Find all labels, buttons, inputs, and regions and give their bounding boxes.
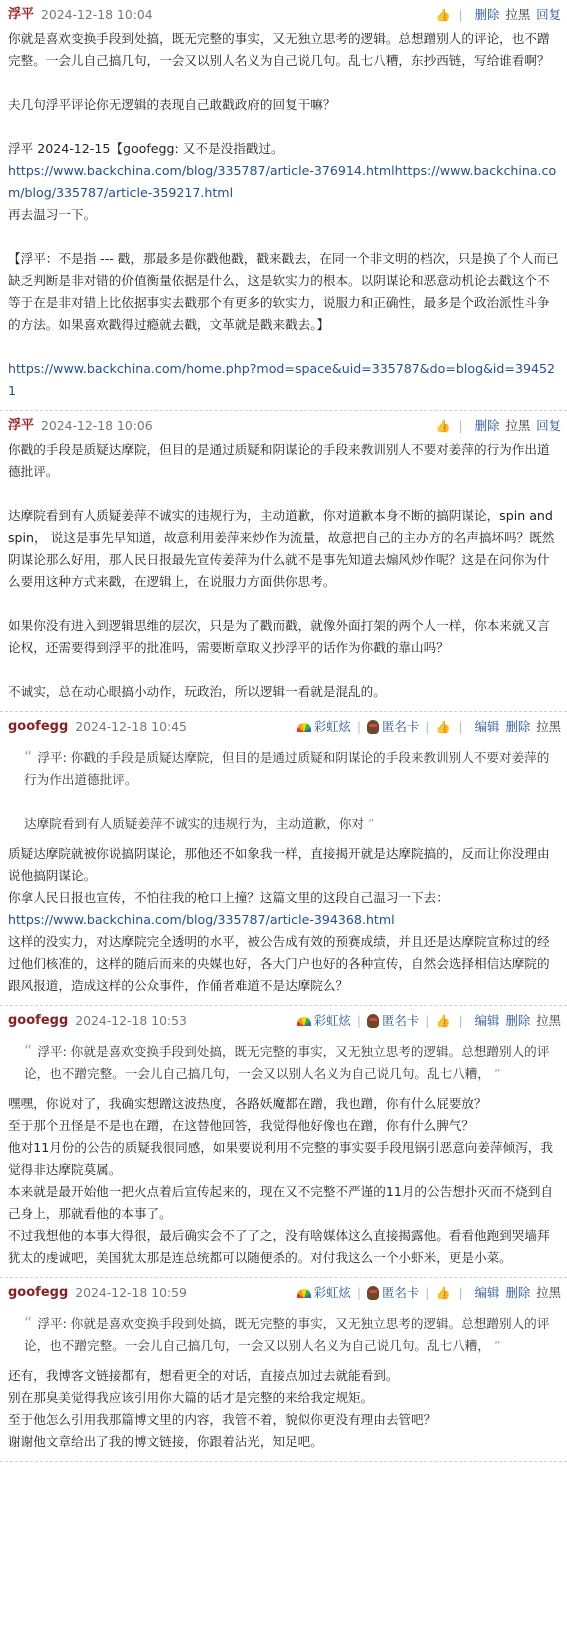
thumbs-up-icon[interactable]: 👍	[435, 1014, 451, 1028]
separator: |	[356, 1013, 362, 1028]
comment-meta	[8, 415, 153, 437]
rainbow-tag[interactable]	[297, 1282, 351, 1304]
blank-line	[8, 226, 561, 248]
comment-text: 不诚实，总在动心眼搞小动作，玩政治，所以逻辑一看就是混乱的。	[8, 684, 386, 699]
comment-text: 达摩院看到有人质疑姜萍不诚实的违规行为，主动道歉，你对道歉本身不断的搞阴谋论，spin and spin， 说这是事先早知道，故意利用姜萍来炒作为流量，故意把自己的主办方的名声搞坏吗？既然阴谋论那么好用，那人民日报最先宣传姜萍为什么就不是事先知道去煽风炒作呢？这是在问你为什么要用这种方式来戳，在逻辑上，在说服力方面供你思考。	[8, 508, 555, 589]
comment-item	[0, 0, 567, 411]
edit-button[interactable]: 编辑	[474, 1013, 500, 1028]
comment-body	[8, 1040, 561, 1269]
comment-item	[0, 1006, 567, 1278]
comment-header	[8, 714, 561, 740]
separator: |	[356, 719, 362, 734]
blank-line	[8, 659, 561, 681]
delete-button[interactable]: 删除	[505, 719, 531, 734]
rainbow-icon	[297, 1017, 311, 1026]
comment-meta	[8, 4, 153, 26]
separator: |	[425, 1285, 430, 1300]
comment-text: 浮平 2024-12-15【goofegg: 又不是没指戳过。	[8, 141, 284, 156]
comment-meta	[8, 1010, 187, 1032]
comment-header	[8, 413, 561, 439]
comment-text: 还有，我博客文链接都有，想看更全的对话，直接点加过去就能看到。	[8, 1368, 399, 1383]
blank-line	[8, 483, 561, 505]
comment-author[interactable]: goofegg	[8, 1285, 69, 1300]
separator: |	[458, 418, 463, 433]
quote-close-icon: ”	[489, 1066, 501, 1081]
comment-text: 再去温习一下。	[8, 207, 97, 222]
separator: |	[458, 1013, 463, 1028]
comment-text: 至于那个丑怪是不是也在蹭，在这替他回答，我觉得他好像也在蹭，你有什么脾气？	[8, 1118, 474, 1133]
comment-body	[8, 1312, 561, 1453]
comment-time: 2024-12-18 10:04	[41, 7, 153, 22]
delete-button[interactable]: 删除	[505, 1285, 531, 1300]
block-button[interactable]: 拉黑	[536, 1013, 561, 1028]
anonymous-card-tag[interactable]	[367, 1282, 419, 1304]
comment-item	[0, 1278, 567, 1462]
block-button[interactable]: 拉黑	[536, 719, 561, 734]
quote-text: 浮平: 你就是喜欢变换手段到处搞，既无完整的事实，又无独立思考的逻辑。总想蹭别人的评论，也不蹭完整。一会儿自己搞几句，一会又以别人名义为自己说几句。乱七八糟，	[24, 1044, 550, 1081]
reply-button[interactable]: 回复	[536, 418, 561, 433]
rainbow-tag[interactable]	[297, 716, 351, 738]
thumbs-up-icon[interactable]: 👍	[435, 419, 451, 433]
comment-body	[8, 746, 561, 997]
quote-open-icon: “	[24, 747, 38, 766]
thumbs-up-icon[interactable]: 👍	[435, 8, 451, 22]
comment-actions	[435, 4, 561, 26]
comment-actions	[297, 1282, 561, 1304]
comment-header	[8, 1008, 561, 1034]
separator: |	[458, 7, 463, 22]
tag-label: 匿名卡	[382, 719, 420, 734]
delete-button[interactable]: 删除	[474, 7, 500, 22]
comment-text: 这样的没实力，对达摩院完全透明的水平，被公告成有效的预赛成绩，并且还是达摩院宣称过的经过他们核准的，这样的随后而来的央媒也好，各大门户也好的各种宣传，自然会选择相信达摩院的跟风报道，造成这样的公众事件，作俑者难道不是达摩院么？	[8, 934, 550, 993]
blank-line	[8, 336, 561, 358]
blank-line	[8, 116, 561, 138]
quote-text: 浮平: 你戳的手段是质疑达摩院，但目的是通过质疑和阴谋论的手段来教训别人不要对姜萍的行为作出道德批评。 达摩院看到有人质疑姜萍不诚实的违规行为，主动道歉，你对	[24, 750, 550, 831]
comment-body	[8, 439, 561, 703]
tag-label: 匿名卡	[382, 1285, 420, 1300]
tag-label: 彩虹炫	[313, 1013, 351, 1028]
comment-text: 你就是喜欢变换手段到处搞，既无完整的事实，又无独立思考的逻辑。总想蹭别人的评论，也不蹭完整。一会儿自己搞几句，一会又以别人名义为自己说几句。乱七八糟，东抄西链，写给谁看啊？	[8, 31, 550, 68]
comment-header	[8, 2, 561, 28]
blank-line	[8, 72, 561, 94]
comment-text: 你戳的手段是质疑达摩院，但目的是通过质疑和阴谋论的手段来教训别人不要对姜萍的行为作出道德批评。	[8, 442, 550, 479]
separator: |	[425, 1013, 430, 1028]
comment-link[interactable]: https://www.backchina.com/home.php?mod=space&uid=335787&do=blog&id=394521	[8, 361, 556, 398]
comment-time: 2024-12-18 10:53	[75, 1013, 187, 1028]
rainbow-icon	[297, 723, 311, 732]
quote-close-icon: ”	[364, 816, 375, 831]
tag-label: 匿名卡	[382, 1013, 420, 1028]
comment-text: 如果你没有进入到逻辑思维的层次，只是为了戳而戳，就像外面打架的两个人一样，你本来就又言论权，还需要得到浮平的批准吗，需要断章取义抄浮平的话作为你戳的靠山吗？	[8, 618, 550, 655]
comment-link[interactable]: https://www.backchina.com/blog/335787/article-394368.html	[8, 912, 395, 927]
comment-text: 夫几句浮平评论你无逻辑的表现自己敢戳政府的回复干嘛？	[8, 97, 336, 112]
comment-item	[0, 411, 567, 712]
anonymous-card-tag[interactable]	[367, 716, 419, 738]
comment-text: 至于他怎么引用我那篇博文里的内容，我管不着，貌似你更没有理由去管吧？	[8, 1412, 437, 1427]
comment-text: 嘿嘿，你说对了，我确实想蹭这波热度，各路妖魔都在蹭，我也蹭，你有什么屁要放？	[8, 1096, 487, 1111]
comment-header	[8, 1280, 561, 1306]
thumbs-up-icon[interactable]: 👍	[435, 1286, 451, 1300]
mask-icon	[367, 720, 379, 734]
quote-open-icon: “	[24, 1041, 38, 1060]
tag-label: 彩虹炫	[313, 1285, 351, 1300]
comment-time: 2024-12-18 10:45	[75, 719, 187, 734]
comment-text: 别在那臭美觉得我应该引用你大篇的话才是完整的来给我定规矩。	[8, 1390, 374, 1405]
comment-text: 他对11月份的公告的质疑我很同感，如果要说利用不完整的事实耍手段甩锅引恶意向姜萍倾泻，我觉得非达摩院莫属。	[8, 1140, 553, 1177]
comment-time: 2024-12-18 10:59	[75, 1285, 187, 1300]
thumbs-up-icon[interactable]: 👍	[435, 720, 451, 734]
separator: |	[458, 1285, 463, 1300]
comment-time: 2024-12-18 10:06	[41, 418, 153, 433]
comment-text: 你拿人民日报也宣传，不怕往我的枪口上撞？这篇文里的这段自己温习一下去：	[8, 890, 449, 905]
quote-text: 浮平: 你就是喜欢变换手段到处搞，既无完整的事实，又无独立思考的逻辑。总想蹭别人的评论，也不蹭完整。一会儿自己搞几句，一会又以别人名义为自己说几句。乱七八糟，	[24, 1316, 550, 1353]
quoted-comment	[16, 1040, 561, 1085]
comment-meta	[8, 716, 187, 738]
comment-text: 谢谢他文章给出了我的博文链接，你跟着沾光，知足吧。	[8, 1434, 323, 1449]
quoted-comment	[16, 746, 561, 835]
separator: |	[458, 719, 463, 734]
quoted-comment	[16, 1312, 561, 1357]
comment-body	[8, 28, 561, 402]
mask-icon	[367, 1286, 379, 1300]
edit-button[interactable]: 编辑	[474, 1285, 500, 1300]
comment-author[interactable]: goofegg	[8, 1013, 69, 1028]
quote-open-icon: “	[24, 1313, 38, 1332]
tag-label: 彩虹炫	[313, 719, 351, 734]
comment-text: 不过我想他的本事大得很，最后确实会不了了之，没有啥媒体这么直接揭露他。看看他跑到哭墙拜犹太的虔诚吧，美国犹太那是连总统都可以随便杀的。对付我这么一个小虾米，更是小菜。	[8, 1228, 550, 1265]
comment-item	[0, 712, 567, 1006]
comment-author[interactable]: 浮平	[8, 7, 35, 22]
comment-link[interactable]: https://www.backchina.com/blog/335787/article-376914.htmlhttps://www.backchina.com/blog/335787/article-359217.html	[8, 163, 557, 200]
comment-text: 本来就是最开始他一把火点着后宣传起来的，现在又不完整不严谨的11月的公告想扑灭而不烧到自己身上，那就看他的本事了。	[8, 1184, 553, 1221]
edit-button[interactable]: 编辑	[474, 719, 500, 734]
delete-button[interactable]: 删除	[474, 418, 500, 433]
separator: |	[356, 1285, 362, 1300]
comment-text: 质疑达摩院就被你说搞阴谋论，那他还不如象我一样，直接揭开就是达摩院搞的，反而让你没理由说他搞阴谋论。	[8, 846, 550, 883]
blank-line	[8, 593, 561, 615]
mask-icon	[367, 1014, 379, 1028]
block-button[interactable]: 拉黑	[505, 418, 531, 433]
rainbow-icon	[297, 1289, 311, 1298]
comment-text: 【浮平：不是指 --- 戳，那最多是你戳他戳，戳来戳去，在同一个非文明的档次，只是换了个人而已缺乏判断是非对错的价值衡量依据是什么，这是软实力的根本。以阴谋论和恶意动机论去戳这个不等于在是非对错上比依据事实去戳那个有更多的软实力，说服力和正确性，最多是个政治派性斗争的方法。如果喜欢戳得过瘾就去戳，文革就是戳来戳去。】	[8, 251, 559, 332]
comment-meta	[8, 1282, 187, 1304]
comment-actions	[435, 415, 561, 437]
quote-close-icon: ”	[489, 1338, 501, 1353]
comment-author[interactable]: goofegg	[8, 719, 69, 734]
block-button[interactable]: 拉黑	[505, 7, 531, 22]
delete-button[interactable]: 删除	[505, 1013, 531, 1028]
separator: |	[425, 719, 430, 734]
reply-button[interactable]: 回复	[536, 7, 561, 22]
comment-actions	[297, 716, 561, 738]
block-button[interactable]: 拉黑	[536, 1285, 561, 1300]
comment-author[interactable]: 浮平	[8, 418, 35, 433]
anonymous-card-tag[interactable]	[367, 1010, 419, 1032]
comment-actions	[297, 1010, 561, 1032]
rainbow-tag[interactable]	[297, 1010, 351, 1032]
